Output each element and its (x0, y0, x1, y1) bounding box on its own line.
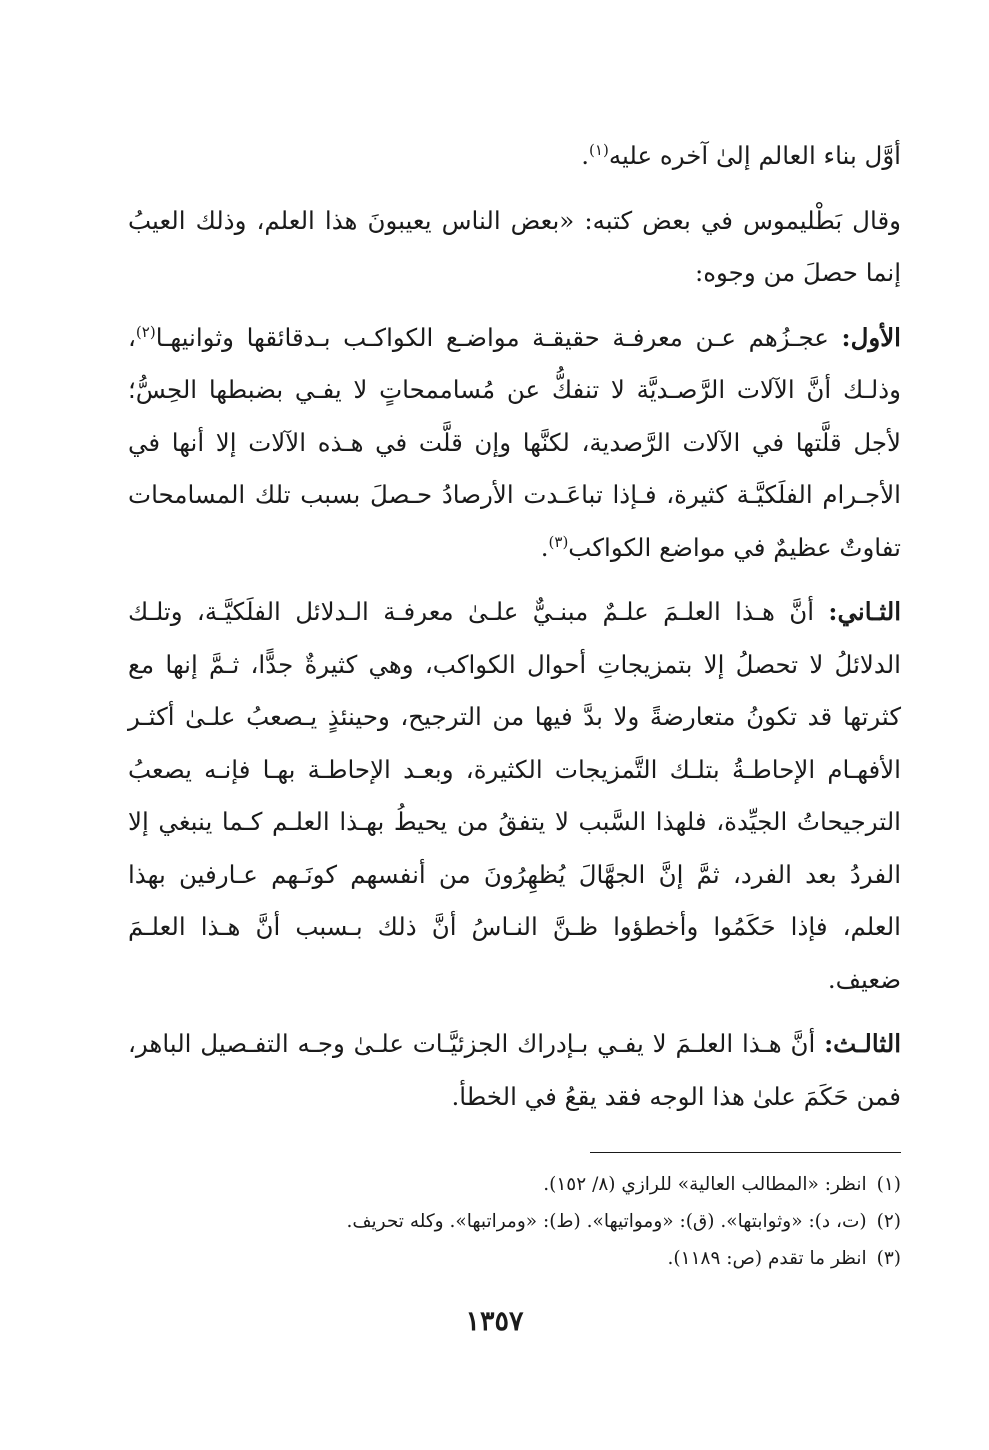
footnote-separator (590, 1152, 901, 1153)
point-heading: الثـاني: (828, 597, 901, 626)
paragraph-text: وقال بَطْليموس في بعض كتبه: «بعض الناس يعيبونَ هذا العلم، وذلك العيبُ إنما حصلَ من وجوه: (128, 205, 901, 287)
footnotes (190, 1166, 901, 1277)
point-heading: الأول: (841, 322, 901, 352)
main-text (128, 130, 901, 1123)
footnote-number: (٢) (876, 1211, 901, 1232)
paragraph-text: أوَّل بناء العالم إلىٰ آخره عليه (608, 141, 901, 170)
paragraph-second-point (128, 586, 901, 1006)
paragraph-text: أنَّ هـذا العلـمَ لا يفـي بـإدراك الجزئيَّـات علـىٰ وجـه التفـصيل الباهر، فمن حَكَمَ علىٰ هذا الوجه فقد يقعُ في الخطأ. (128, 1029, 901, 1111)
paragraph-1 (128, 130, 901, 183)
footnote-number: (٣) (876, 1248, 901, 1269)
footnote-text: انظر: «المطالب العالية» للرازي (٨/ ١٥٢). (543, 1174, 867, 1195)
point-heading: الثالـث: (824, 1029, 901, 1058)
footnote-3 (190, 1240, 901, 1277)
paragraph-text: عجـزُهم عـن معرفـة حقيقـة مواضـع الكواكـب بـدقائقها وثوانيهـا (155, 322, 842, 352)
paragraph-text: أنَّ هـذا العلـمَ علـمٌ مبنـيٌّ علـىٰ معرفـة الـدلائل الفلَكيَّـة، وتلـك الدلائلُ لا تحصلُ إلا بتمزيجاتِ أحوال الكواكب، وهي كثيرةٌ جدًّا، ثـمَّ إنها مع كثرتها قد تكونُ متعارضةً ولا بدَّ فيها من الترجيح، وحينئذٍ يـصعبُ علـىٰ أكثـر الأفهـام الإحاطـةُ بتلـك التَّمزيجات الكثيرة، وبعـد الإحاطـة بهـا فإنـه يصعبُ الترجيحاتُ الجيِّدة، فلهذا السَّبب لا يتفقُ من يحيطُ بهـذا العلـم كـما ينبغي إلا الفردُ بعد الفرد، ثمَّ إنَّ الجهَّالَ يُظهِرُونَ من أنفسهم كونَـهم عـارفين بهذا العلم، فإذا حَكَمُوا وأخطؤوا ظـنَّ النـاسُ أنَّ ذلك بـسبب أنَّ هـذا العلـمَ ضعيف. (128, 597, 901, 994)
paragraph-text: ، وذلـك أنَّ الآلات الرَّصـديَّة لا تنفكُّ عن مُساممحاتٍ لا يفـي بضبطها الحِسُّ؛ لأجل قلَّتها في الآلات الرَّصدية، لكنَّها وإن قلَّت في هـذه الآلات إلا أنها في الأجـرام الفلَكيَّـة كثيرة، فـإذا تباعَـدت الأرصادُ حـصلَ بسبب تلك المسامحات تفاوتٌ عظيمٌ في مواضع الكواكب (128, 322, 901, 562)
paragraph-tail: . (581, 141, 590, 170)
footnote-ref-1[interactable]: (١) (589, 141, 609, 159)
paragraph-2 (128, 195, 901, 300)
footnote-2 (190, 1203, 901, 1240)
footnote-ref-3[interactable]: (٣) (548, 532, 569, 551)
page-number: ١٣٥٧ (465, 1306, 524, 1337)
footnote-number: (١) (876, 1174, 901, 1195)
footnote-text: انظر ما تقدم (ص: ١١٨٩). (667, 1248, 867, 1269)
footnote-text: (ت، د): «وثوابتها». (ق): «ومواتيها». (ط): «ومراتبها». وكله تحريف. (346, 1211, 867, 1232)
footnote-1 (190, 1166, 901, 1203)
footnote-ref-2[interactable]: (٢) (135, 322, 156, 341)
paragraph-tail: . (540, 532, 549, 562)
paragraph-first-point (128, 312, 901, 575)
paragraph-third-point (128, 1018, 901, 1123)
